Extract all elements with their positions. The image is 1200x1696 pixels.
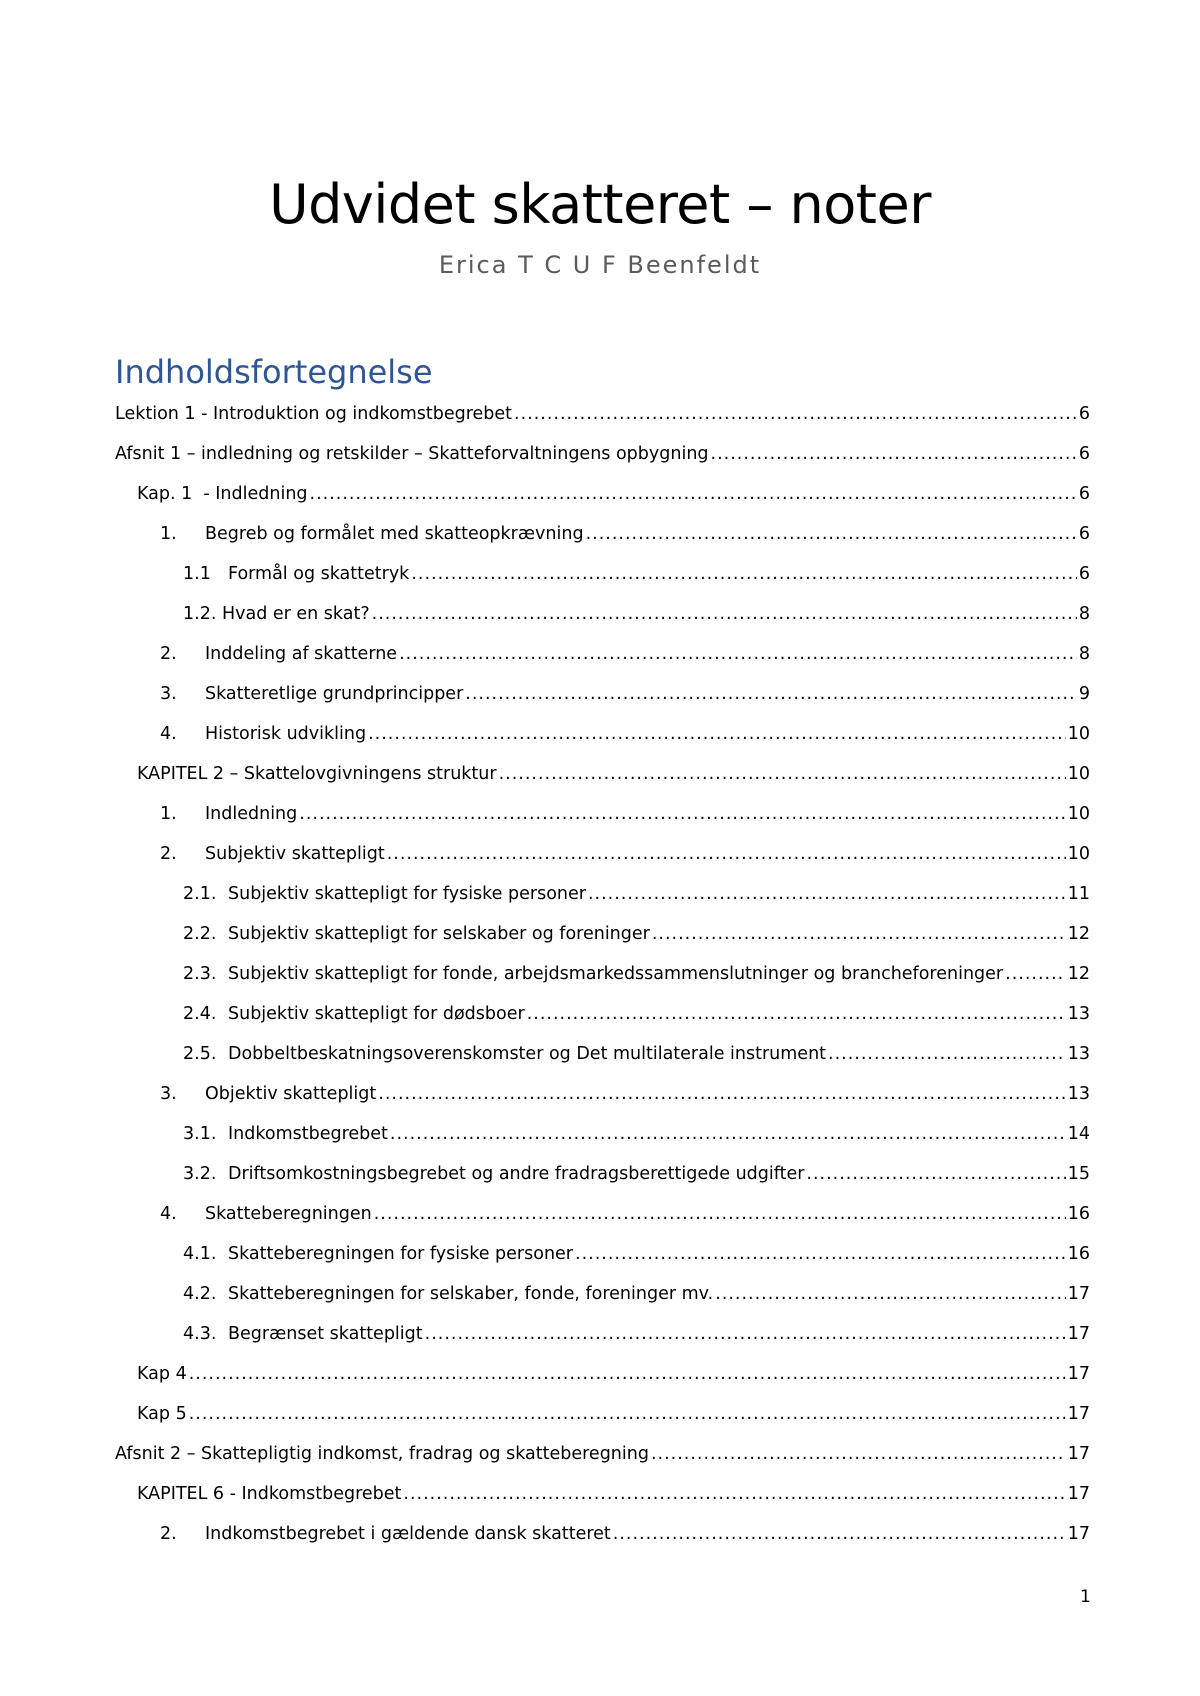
toc-entry-page: 8	[1078, 644, 1090, 664]
toc-entry[interactable]	[115, 794, 1090, 834]
toc-leader-dots	[403, 1482, 1065, 1506]
toc-entry-text: Kap 4	[137, 1364, 187, 1384]
toc-leader-dots	[715, 1282, 1066, 1306]
toc-entry-number: 2.	[160, 644, 177, 664]
toc-entry[interactable]	[115, 1154, 1090, 1194]
toc-entry-number: 2.2.	[183, 924, 217, 944]
toc-entry[interactable]	[115, 1034, 1090, 1074]
toc-leader-dots	[189, 1402, 1066, 1426]
toc-leader-dots	[425, 1322, 1066, 1346]
toc-entry-page: 17	[1067, 1284, 1090, 1304]
toc-entry-number: 2.1.	[183, 884, 217, 904]
toc-entry[interactable]	[115, 1234, 1090, 1274]
toc-entry-page: 17	[1067, 1364, 1090, 1384]
toc-entry-page: 10	[1067, 764, 1090, 784]
toc-entry[interactable]	[115, 1474, 1090, 1514]
toc-entry-text: Objektiv skattepligt	[205, 1084, 377, 1104]
toc-entry-text: Subjektiv skattepligt for fysiske personer	[228, 884, 586, 904]
toc-entry-text: Subjektiv skattepligt	[205, 844, 385, 864]
toc-entry-page: 9	[1078, 684, 1090, 704]
toc-leader-dots	[806, 1162, 1065, 1186]
toc-entry-number: 3.1.	[183, 1124, 217, 1144]
toc-entry-page: 8	[1078, 604, 1090, 624]
toc-leader-dots	[514, 402, 1077, 426]
toc-entry[interactable]	[115, 634, 1090, 674]
toc-entry[interactable]	[115, 1274, 1090, 1314]
toc-entry-page: 10	[1067, 844, 1090, 864]
toc-leader-dots	[613, 1522, 1066, 1546]
toc-entry[interactable]	[115, 874, 1090, 914]
toc-entry-page: 10	[1067, 804, 1090, 824]
toc-entry-text: Begrænset skattepligt	[228, 1324, 423, 1344]
toc-leader-dots	[651, 1442, 1066, 1466]
toc-entry-text: Subjektiv skattepligt for selskaber og foreninger	[228, 924, 650, 944]
toc-entry[interactable]	[115, 514, 1090, 554]
toc-entry[interactable]	[115, 1194, 1090, 1234]
toc-entry[interactable]	[115, 954, 1090, 994]
toc-entry-page: 6	[1078, 564, 1090, 584]
toc-leader-dots	[368, 722, 1066, 746]
toc-entry[interactable]	[115, 754, 1090, 794]
toc-entry-text: 1.2. Hvad er en skat?	[183, 604, 370, 624]
toc-entry[interactable]	[115, 474, 1090, 514]
toc-entry[interactable]	[115, 394, 1090, 434]
toc-leader-dots	[310, 482, 1077, 506]
toc-entry-number: 4.1.	[183, 1244, 217, 1264]
toc-entry-text: Subjektiv skattepligt for dødsboer	[228, 1004, 525, 1024]
toc-entry[interactable]	[115, 1394, 1090, 1434]
document-title: Udvidet skatteret – noter	[269, 173, 931, 236]
toc-entry-text: Indledning	[205, 804, 298, 824]
toc-entry-text: KAPITEL 2 – Skattelovgivningens struktur	[137, 764, 497, 784]
toc-entry-page: 12	[1067, 924, 1090, 944]
toc-entry-page: 17	[1067, 1444, 1090, 1464]
toc-entry[interactable]	[115, 1114, 1090, 1154]
toc-leader-dots	[575, 1242, 1066, 1266]
toc-entry-page: 13	[1067, 1044, 1090, 1064]
toc-entry-number: 2.	[160, 1524, 177, 1544]
toc-leader-dots	[828, 1042, 1066, 1066]
toc-entry[interactable]	[115, 554, 1090, 594]
toc-heading: Indholdsfortegnelse	[115, 353, 433, 391]
toc-entry-number: 3.	[160, 1084, 177, 1104]
toc-leader-dots	[411, 562, 1077, 586]
toc-entry[interactable]	[115, 1074, 1090, 1114]
toc-entry-text: Subjektiv skattepligt for fonde, arbejdsmarkedssammenslutninger og brancheforeninger	[228, 964, 1004, 984]
toc-entry-text: Dobbeltbeskatningsoverenskomster og Det multilaterale instrument	[228, 1044, 827, 1064]
toc-leader-dots	[527, 1002, 1066, 1026]
toc-leader-dots	[372, 602, 1077, 626]
toc-entry-text: Historisk udvikling	[205, 724, 367, 744]
toc-entry-text: Skatteberegningen	[205, 1204, 372, 1224]
toc-entry-text: Inddeling af skatterne	[205, 644, 398, 664]
toc-entry-number: 2.4.	[183, 1004, 217, 1024]
toc-leader-dots	[374, 1202, 1066, 1226]
toc-entry-number: 4.2.	[183, 1284, 217, 1304]
toc-leader-dots	[711, 442, 1077, 466]
toc-entry-number: 1.	[160, 804, 177, 824]
toc-entry-page: 15	[1067, 1164, 1090, 1184]
toc-entry[interactable]	[115, 434, 1090, 474]
toc-entry[interactable]	[115, 1514, 1090, 1554]
toc-entry-text: Skatteberegningen for fysiske personer	[228, 1244, 574, 1264]
toc-entry-text: Skatteretlige grundprincipper	[205, 684, 464, 704]
toc-entry-page: 6	[1078, 484, 1090, 504]
toc-leader-dots	[189, 1362, 1066, 1386]
table-of-contents	[115, 394, 1090, 1554]
toc-entry-text: Afsnit 1 – indledning og retskilder – Skatteforvaltningens opbygning	[115, 444, 709, 464]
toc-entry-text: Driftsomkostningsbegrebet og andre fradragsberettigede udgifter	[228, 1164, 805, 1184]
toc-leader-dots	[299, 802, 1065, 826]
toc-leader-dots	[399, 642, 1077, 666]
toc-entry-page: 13	[1067, 1004, 1090, 1024]
toc-entry[interactable]	[115, 834, 1090, 874]
toc-entry-page: 13	[1067, 1084, 1090, 1104]
toc-leader-dots	[499, 762, 1066, 786]
toc-leader-dots	[586, 522, 1077, 546]
toc-leader-dots	[1005, 962, 1066, 986]
toc-leader-dots	[390, 1122, 1066, 1146]
toc-entry-number: 4.3.	[183, 1324, 217, 1344]
toc-entry[interactable]	[115, 594, 1090, 634]
toc-entry-page: 6	[1078, 524, 1090, 544]
toc-entry-text: Indkomstbegrebet i gældende dansk skatteret	[205, 1524, 611, 1544]
toc-entry-number: 4.	[160, 1204, 177, 1224]
toc-entry-page: 14	[1067, 1124, 1090, 1144]
toc-entry[interactable]	[115, 914, 1090, 954]
toc-entry-number: 2.	[160, 844, 177, 864]
toc-entry-number: 4.	[160, 724, 177, 744]
toc-entry-text: Skatteberegningen for selskaber, fonde, foreninger mv.	[228, 1284, 714, 1304]
toc-entry-page: 6	[1078, 444, 1090, 464]
toc-leader-dots	[652, 922, 1066, 946]
toc-leader-dots	[465, 682, 1077, 706]
toc-entry-text: Kap 5	[137, 1404, 187, 1424]
page-number: 1	[1080, 1587, 1091, 1607]
toc-entry-page: 16	[1067, 1244, 1090, 1264]
toc-entry-text: Afsnit 2 – Skattepligtig indkomst, fradrag og skatteberegning	[115, 1444, 649, 1464]
document-author: Erica T C U F Beenfeldt	[438, 251, 762, 279]
toc-entry-page: 12	[1067, 964, 1090, 984]
toc-leader-dots	[378, 1082, 1065, 1106]
toc-entry-text: Lektion 1 - Introduktion og indkomstbegrebet	[115, 404, 513, 424]
toc-entry[interactable]	[115, 714, 1090, 754]
toc-entry-number: 1.	[160, 524, 177, 544]
toc-entry[interactable]	[115, 1314, 1090, 1354]
toc-leader-dots	[387, 842, 1066, 866]
toc-leader-dots	[588, 882, 1066, 906]
toc-entry-number: 2.5.	[183, 1044, 217, 1064]
toc-entry-number: 3.2.	[183, 1164, 217, 1184]
toc-entry-text: Kap. 1 - Indledning	[137, 484, 308, 504]
toc-entry[interactable]	[115, 1354, 1090, 1394]
toc-entry-number: 3.	[160, 684, 177, 704]
toc-entry[interactable]	[115, 994, 1090, 1034]
toc-entry-page: 6	[1078, 404, 1090, 424]
toc-entry-number: 1.1	[183, 564, 211, 584]
toc-entry-page: 17	[1067, 1524, 1090, 1544]
toc-entry-number: 2.3.	[183, 964, 217, 984]
toc-entry[interactable]	[115, 1434, 1090, 1474]
toc-entry-page: 17	[1067, 1324, 1090, 1344]
toc-entry-page: 16	[1067, 1204, 1090, 1224]
toc-entry-text: Formål og skattetryk	[228, 564, 410, 584]
toc-entry-text: Begreb og formålet med skatteopkrævning	[205, 524, 584, 544]
toc-entry-page: 17	[1067, 1484, 1090, 1504]
toc-entry-text: Indkomstbegrebet	[228, 1124, 388, 1144]
toc-entry-page: 11	[1067, 884, 1090, 904]
toc-entry-page: 17	[1067, 1404, 1090, 1424]
toc-entry-text: KAPITEL 6 - Indkomstbegrebet	[137, 1484, 402, 1504]
toc-entry[interactable]	[115, 674, 1090, 714]
toc-entry-page: 10	[1067, 724, 1090, 744]
